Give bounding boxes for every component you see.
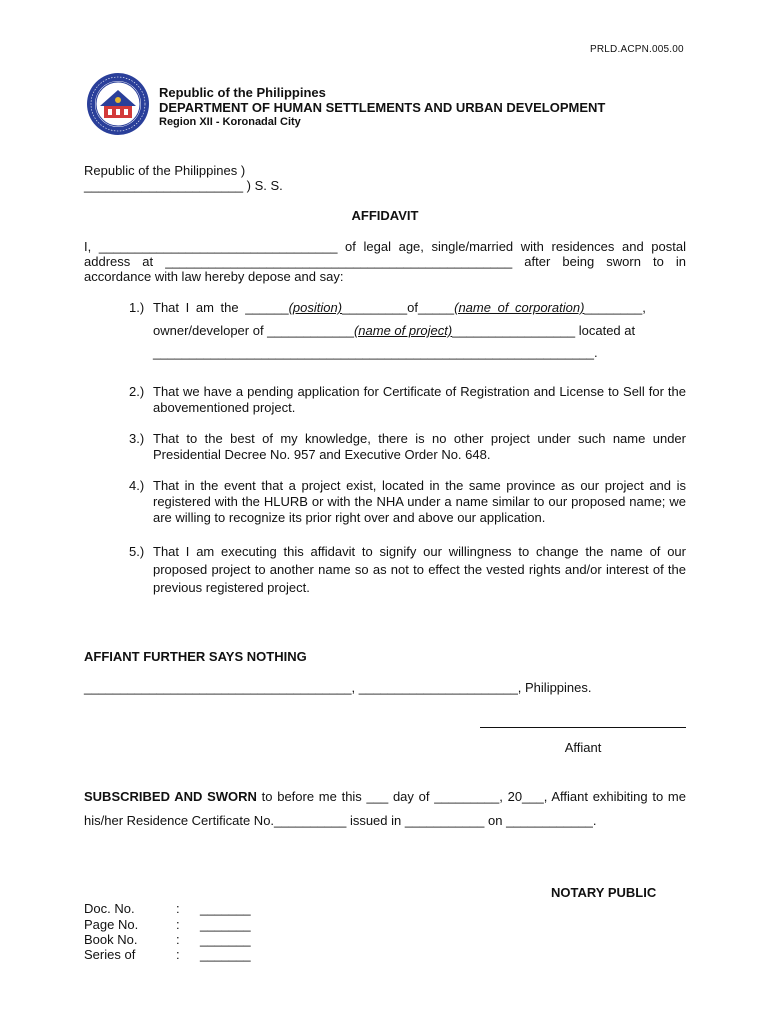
register-label: Page No. bbox=[84, 917, 139, 932]
item-1-text-a: That I am the ______ bbox=[153, 300, 289, 315]
item-1-owner-text: owner/developer of ____________ bbox=[153, 323, 354, 338]
item-1-text-d: _________________ located at bbox=[452, 323, 636, 338]
dhsud-seal-logo bbox=[86, 72, 150, 136]
venue-line-2: ______________________ ) S. S. bbox=[84, 178, 283, 193]
document-title: AFFIDAVIT bbox=[351, 208, 419, 223]
register-sep: : bbox=[176, 917, 180, 932]
item-3-text: That to the best of my knowledge, there is no other project under such name under Presidential Decree No. 957 and Executive Order No. 648. bbox=[153, 431, 686, 462]
register-blank: _______ bbox=[200, 947, 251, 962]
item-1-text-c: ________, bbox=[584, 300, 646, 315]
header-republic: Republic of the Philippines bbox=[159, 85, 326, 100]
item-5-text: That I am executing this affidavit to signify our willingness to change the name of our proposed project to another name so as not to effect the vested rights and/or interest of the previous registered project. bbox=[153, 544, 686, 595]
register-label: Doc. No. bbox=[84, 901, 135, 916]
register-row-book bbox=[84, 932, 251, 947]
item-3 bbox=[129, 431, 686, 463]
item-1-number: 1.) bbox=[129, 300, 145, 315]
register-label: Book No. bbox=[84, 932, 138, 947]
project-placeholder: (name of project) bbox=[353, 323, 453, 338]
header-region: Region XII - Koronadal City bbox=[159, 116, 301, 128]
notary-public-label: NOTARY PUBLIC bbox=[551, 885, 657, 900]
item-2-text: That we have a pending application for Certificate of Registration and License to Sell for the abovementioned project. bbox=[153, 384, 686, 415]
header-department: DEPARTMENT OF HUMAN SETTLEMENTS AND URBAN DEVELOPMENT bbox=[159, 100, 606, 115]
register-label: Series of bbox=[84, 947, 136, 962]
intro-paragraph: I, _________________________________ of legal age, single/married with residences and postal address at ________________________________________________ after being sworn to in accordance with law hereby depose and say: bbox=[84, 239, 686, 284]
item-5-number: 5.) bbox=[129, 544, 145, 559]
register-row-page bbox=[84, 917, 251, 932]
register-row-doc bbox=[84, 901, 251, 916]
item-2-number: 2.) bbox=[129, 384, 145, 399]
sworn-bold-text: SUBSCRIBED AND SWORN bbox=[84, 789, 257, 804]
register-row-series bbox=[84, 947, 251, 962]
register-sep: : bbox=[176, 932, 180, 947]
register-blank: _______ bbox=[200, 901, 251, 916]
item-2 bbox=[129, 384, 686, 416]
item-4-text: That in the event that a project exist, located in the same province as our project and is registered with the HLURB or with the NHA under a name similar to our proposed name; we are willing to recognize its prior right over and above our application. bbox=[153, 478, 686, 525]
item-1-text-b: _________of_____ bbox=[342, 300, 455, 315]
register-blank: _______ bbox=[200, 932, 251, 947]
item-1 bbox=[129, 300, 686, 316]
item-5 bbox=[129, 543, 686, 597]
register-sep: : bbox=[176, 947, 180, 962]
affiant-signature-line bbox=[480, 727, 686, 728]
item-4 bbox=[129, 478, 686, 526]
affiant-further-says-nothing: AFFIANT FURTHER SAYS NOTHING bbox=[84, 649, 307, 664]
item-4-number: 4.) bbox=[129, 478, 145, 493]
item-3-number: 3.) bbox=[129, 431, 145, 446]
affiant-label: Affiant bbox=[564, 740, 602, 755]
corporation-placeholder: (name of corporation) bbox=[454, 300, 585, 315]
position-placeholder: (position) bbox=[288, 300, 343, 315]
form-code: PRLD.ACPN.005.00 bbox=[590, 44, 684, 55]
register-sep: : bbox=[176, 901, 180, 916]
sworn-rest-text: to before me this ___ day of _________, 20___, Affiant exhibiting to me his/her Residence Certificate No.__________ issued in ___________ on ____________. bbox=[84, 789, 686, 828]
place-date-line: _____________________________________, ______________________, Philippines. bbox=[84, 680, 592, 695]
item-1-location-line: _____________________________________________________________. bbox=[153, 345, 598, 360]
venue-line-1: Republic of the Philippines ) bbox=[84, 163, 246, 178]
register-blank: _______ bbox=[200, 917, 251, 932]
item-1-line-2 bbox=[153, 323, 686, 338]
subscribed-sworn-paragraph bbox=[84, 785, 686, 833]
